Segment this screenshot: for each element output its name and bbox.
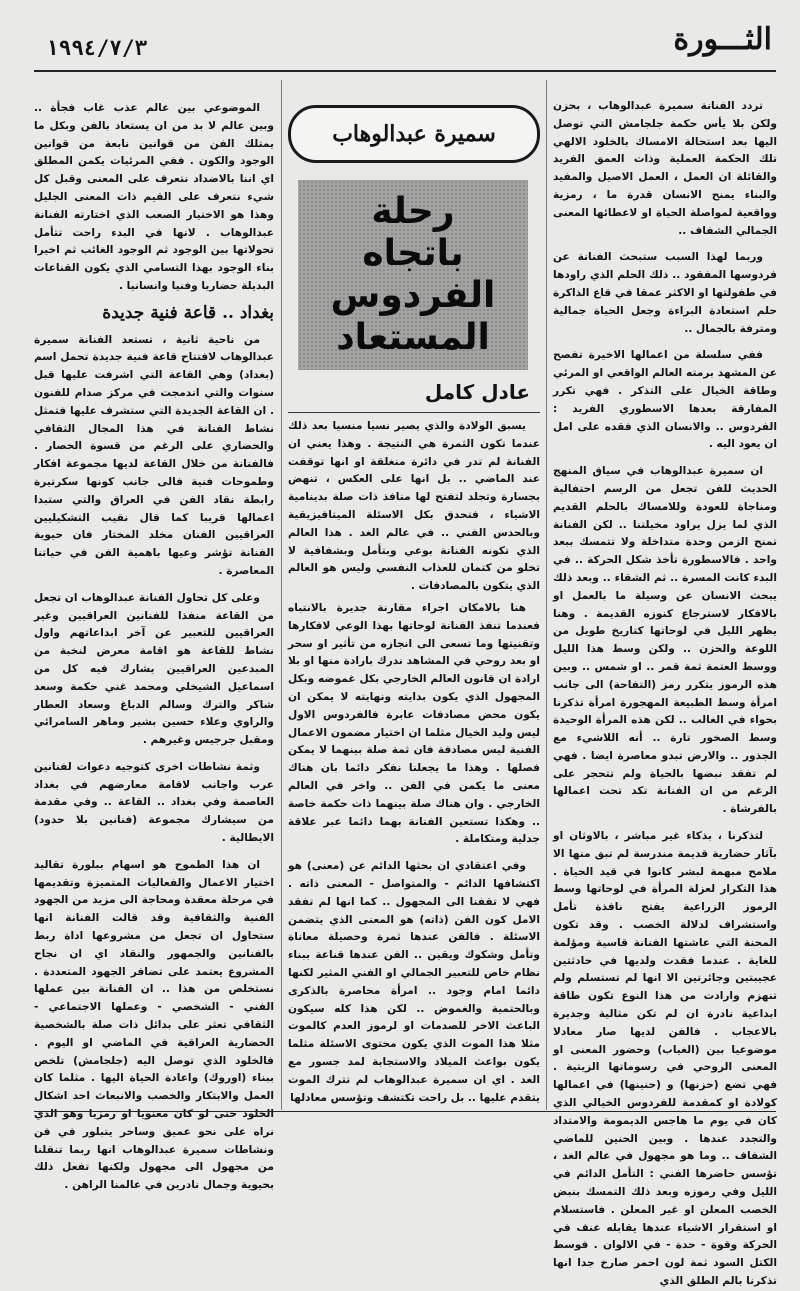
paragraph: يسبق الولادة والذي يصير نسيا منسيا بعد ذلك عندما تكون الثمرة هي النتيجة . وهذا يعني ان الفنانة لم تدر في دائرة منغلقة او انها توقفت عند الماضي .. بل انها على العكس ، تنهض بجسارة وتجلد لتفتح لها منافذ ذات صلة بدينامية الاشياء ، فتحدق بكل الاسئلة الميتافيزيقية وبالحدس الفني .. في عالم الغد . هذا العالم الذي تكونه الفنانة بوعي وبتأمل وبشفافية لا تخلو من كتمان للعذاب النفسي وليس هو العالم الذي يتكون بالمصادفات . <box>288 420 540 593</box>
article-left-column <box>34 100 274 1192</box>
article-headline <box>298 180 528 370</box>
column-divider <box>546 80 547 1110</box>
issue-date: ١٩٩٤/٧/٣ <box>46 36 148 60</box>
paragraph: الموضوعي بين عالم عذب غاب فجأة .. وبين عالم لا بد من ان يستعاد بالفن وبكل ما يمتلك الفن من قوانين نابعة من قوانين الوجود والكون . ففي المرئيات يكمن المطلق اي اننا بالاضداد نتعرف على المعنى وقبل كل شيء نتعرف على القيم ذات المعنى الجليل وهذا هو الاختيار الصعب الذي اختارته الفنانة عبدالوهاب . لانها في البدء راحت تتأمل تحولاتها بين الوجود ثم الوجود الغائب ثم اخيرا بناء الوجود بهذا التسامي الذي يكون القناعات البديلة حضاريا وفنيا وانسانيا . <box>34 102 274 292</box>
paragraph: تردد الفنانة سميرة عبدالوهاب ، بحزن ولكن بلا يأس حكمة جلجامش التي توصل اليها بعد استحالة الامساك بالخلود الالهي تلك الحكمة العملية وذات العمق الفريد والقائلة ان العمل ، العمل الاصيل والمفيد والبناء يمنح الانسان قدرة ما ، رمزية وواقعية لمواصلة الحياة او لاعطائها المعنى الجمالي الشفاف .. <box>553 100 777 237</box>
paragraph: ان سميرة عبدالوهاب في سياق المنهج الحديث للفن تجعل من الرسم احتفالية ومناجاة للعودة وللامساك بالحلم القديم الذي لما يزل يراود مخيلتنا .. لكن الفنانة تمنح الزمن وحدة متداخلة ولا تتمسك ببعد واحد . فالاسطورة تأخذ شكل الحركة .. في البدء كانت المسرة .. ثم الشقاء .. وبعد ذلك يبحث الانسان عن وسيلة ما بالعمل او بالافكار لاسترجاع كنوزه القديمة . وهنا يظهر الليل في لوحاتها كتاريخ طويل من اللوعة والحزن .. ولكن وسط هذا الليل ووسط العتمة ثمة قمر .. او شمس .. وبين هذه الرموز يتكرر رمز (التفاحة) الى جانب امرأة وسط الطبيعة المهجورة امرأة تذكرنا بحواء في الغالب .. لكن هذه المرأة الوحيدة وسط الصخور تارة .. أنه اللاشيء مع الجذور .. والارض تبدو معاصرة ايضا . فهي لم تفقد نبضها بالحياة ولم تتحجر على الرغم من ان الفنانة تكد تحت اعمالها بالفرشاة . <box>553 465 777 816</box>
author-byline: عادل كامل <box>424 380 530 404</box>
artist-name: سميرة عبدالوهاب <box>332 121 496 147</box>
article-middle-column <box>288 600 540 1112</box>
paragraph: وربما لهذا السبب ستبحث الفنانة عن فردوسها المفقود .. ذلك الحلم الذي راودها في طفولتها او الاكثر عمقا في قاع الذاكرة حلم استعادة البراءة وجعل الحياة جمالية ومترفة بالجمال .. <box>553 251 777 335</box>
paragraph: ففي سلسلة من اعمالها الاخيرة تفصح عن المشهد برمته العالم الواقعي او المرئي وطاقة الخيال على التذكر . فهي تكرر المفارقة بعدها الاسطوري الفريد : الفردوس .. والانسان الذي فقده على امل ان يعود اليه . <box>553 349 777 451</box>
paragraph: وفي اعتقادي ان بحثها الدائم عن (معنى) هو اكتشافها الدائم - والمتواصل - المعنى ذاته . فهي لا تقفنا الى المجهول .. كما انها لم تفقد الامل كون الفن (ذاته) هو المعنى الذي يتضمن الاسئلة . فالفن عندها ثمرة وحصيلة معاناة وتأمل وشكوك ويقين .. الفن عندها قناعة ببناء نظام خاص للتعبير الجمالي او الفني المثير لكنها دائما امام وجود .. امرأة محاصرة بالذكرى وبالحتمية والغموض .. لكن هذا كله سيكون الباعث الاخر للصدمات او لرموز العدم كالموت مثلا هذا الموت الذي يكون محتوى الاسئلة مثلما يكون بواعث الميلاد والاستجابة لمد جسور مع الغد . اي ان سميرة عبدالوهاب لم تترك الموت يتقدم عليها .. بل راحت تكتشف وتؤسس معادلها <box>288 860 540 1104</box>
paragraph: وعلى كل تحاول الفنانة عبدالوهاب ان تجعل من القاعة منفذا للفنانين العراقيين وغير العراقيين للتعبير عن آخر ابداعاتهم واول نشاط للقاعة هو اقامة معرض لنخبة من المبدعين العراقيين يشارك فيه كل من اسماعيل الشيخلي ومحمد غني حكمة وسعد شاكر والترك وسالم الدباغ وسعاد العطار والراوي وعلاء حسين بشير وماهر السامرائي ومقبل جرجيس وغيرهم . <box>34 591 274 747</box>
column-divider <box>281 80 282 1110</box>
headline-line: الفردوس <box>330 275 496 316</box>
header-rule <box>34 70 776 72</box>
paragraph: ان هذا الطموح هو اسهام ببلورة تقاليد اختيار الاعمال والفعاليات المتميزة وتقديمها في مرحلة معقدة ومحاجة الى مزيد من الجهود الفنية والثقافية وقد قالت الفنانة انها ستحاول ان تجعل من مشروعها اداة ربط بالفنانين والجمهور والنقاد اي ان نجاح المشروع يعتمد على تضافر الجهود المتعددة . نستخلص من هذا .. ان الفنانة بين عملها الفني - الشخصي - وعملها الاجتماعي - الثقافي تعثر على بدائل ذات صلة بالشخصية الحضارية العراقية في الماضي او اليوم . فالخلود الذي توصل اليه (جلجامش) تلخص ببناء (اوروك) واعادة الحياة اليها . مثلما كان العمل والابتكار والخصب والانبعاث احد اشكال الخلود حتى لو كان معنويا او رمزيا وهو الذي نراه على نحو عميق وساحر يتبلور في فن ونشاطات سميرة عبدالوهاب انها ربما تنقلنا من مجهول الى مجهول ولكنها تفعل ذلك بحيوية وجمال نادرين في عالمنا الراهن . <box>34 858 274 1192</box>
headline-line: رحلة <box>371 191 455 232</box>
paragraph: لتذكرنا ، بذكاء غير مباشر ، بالاوثان او بآثار حضارية قديمة مندرسة لم تبق منها الا ملامح مبهمة لبشر كانوا في قيد الحياة . هذا التكرار لعزلة المرأة في لوحاتها وسط الرموز الزراعية يفتح نافذة تأمل واستشراف لدلالة الخصب . وقد تكون المحنة التي عاشتها الفنانة قاسية ومؤلمة للغاية . عندما فقدت ولديها في حادثتين عجيبتين وجائرتين الا انها لم تستسلم ولم تنهزم وارادت من هذا النوع تكون طاقة ابداعية نادرة ان لم تكن مثالية وجديرة بالاعجاب . فالفن لديها صار معادلا موضوعيا بين (الغياب) وحضور المعنى او المعنى الروحي في رسوماتها الزيتية . فهي تضع (حزنها) و (حنينها) في اعمالها كولادة او كمقدمة للفردوس الخيالي الذي كان في يوم ما هاجس الديمومة والامتداد والتجدد عندها . وبين الحنين للماضي الشفاف .. وما هو مجهول في عالم الغد ، تؤسس حاضرها الفني : التأمل الدائم في الليل وفي رموزه وبعد ذلك التمسك بنبض الخصب المعلن او غير المعلن . فاستسلام او استقرار الاشياء عندها يقابله عنف في الحركة وقوة - حدة - في الالوان . فوسط الكتل السود ثمة لون احمر صارخ جدا انها تذكرنا بالم الطلق الذي <box>553 830 777 1287</box>
newspaper-masthead: الثـــورة <box>673 22 772 57</box>
section-subheading: بغداد .. قاعة فنية جديدة <box>102 302 274 323</box>
artist-name-banner <box>288 105 540 163</box>
article-middle-intro <box>288 418 540 600</box>
paragraph: من ناحية ثانية ، تستعد الفنانة سميرة عبدالوهاب لافتتاح قاعة فنية جديدة تحمل اسم (بغداد) وهي القاعة التي اشرفت عليها قبل سنوات والتي اندمجت في مركز صدام للفنون . ان القاعة الجديدة التي ستشرف عليها فتمثل نشاط الفنانة في هذا المجال الثقافي والحضاري على الرغم من قسوة الحصار . فالفنانة من خلال القاعة لديها مجموعة افكار وطموحات فنية فالى جانب كونها سكرتيرة رابطة نقاد الفن في العراق والتي ستبدا اعمالها قريبا كما قال نقيب التشكيليين العراقيين الفنان مخلد المختار فان حيوية الفنانة تؤشر وعيها باهمية الفن في حياتنا المعاصرة . <box>34 333 274 577</box>
article-right-column <box>553 98 777 1287</box>
paragraph: وثمة نشاطات اخرى كتوجيه دعوات لفنانين عرب واجانب لاقامة معارضهم في بغداد العاصمة وفي بغداد .. القاعة .. وفي مقدمة من سيشارك مجموعة (فنانين بلا حدود) الايطالية . <box>34 760 274 845</box>
headline-line: المستعاد <box>336 317 490 358</box>
paragraph: هنا بالامكان اجراء مقارنة جديرة بالانتباه فعندما تنفذ الفنانة لوحاتها بهذا الوعي لافكارها وتقنيتها وما تسعى الى انجازه من تأثير او سحر او بعد روحي في المشاهد ندرك بارادة منها او بلا ارادة ان قانون العالم الخارجي بكل غموضه وبكل المجهول الذي يكون بدايته ونهايته لا يمكن ان يكون محض مصادفات عابرة فالفردوس الاول ليس وليد الخيال مثلما ان اختيار مضمون الاعمال الفنية ليس مصادفة فان ثمة صلة بينهما لا يمكن فصلها . وهذا ما يجعلنا نفكر دائما بان هناك معنى ما يكمن في الفن .. واخر في العالم الخارجي . وان هناك صلة بينهما ذات حكمة خاصة .. وهكذا تستعين الفنانة بهما دائما عبر علاقة جدلية ومتكاملة . <box>288 602 540 846</box>
footer-rule <box>34 1111 776 1112</box>
byline-rule <box>288 412 540 413</box>
headline-line: باتجاه <box>362 233 464 274</box>
